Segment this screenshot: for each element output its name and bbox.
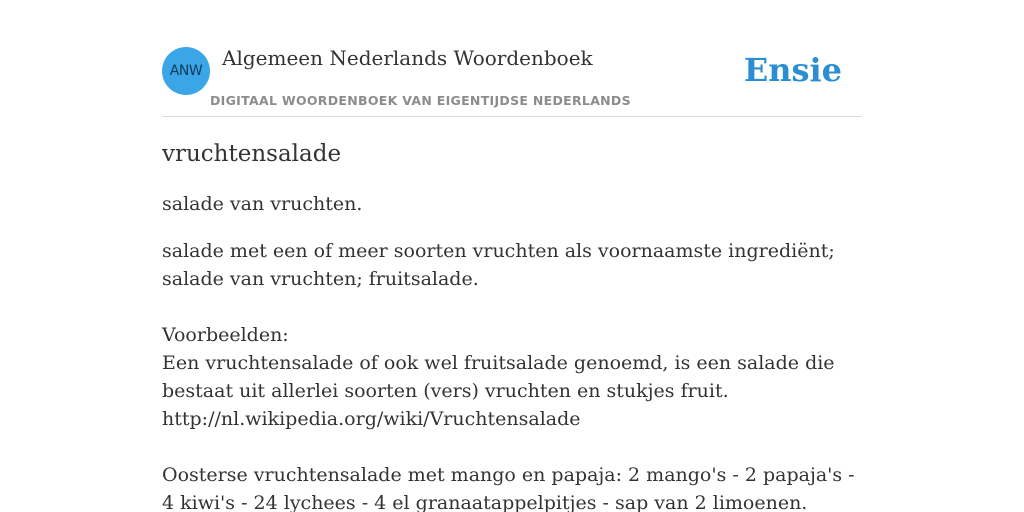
site-title[interactable]: Algemeen Nederlands Woordenboek <box>222 46 593 70</box>
site-subtitle: DIGITAAL WOORDENBOEK VAN EIGENTIJDSE NEDERLANDS <box>210 93 631 108</box>
spacer <box>162 293 862 321</box>
site-header <box>162 0 862 117</box>
example-text: Een vruchtensalade of ook wel fruitsalade genoemd, is een salade die bestaat uit allerlei soorten (vers) vruchten en stukjes fruit. <box>162 352 835 402</box>
long-definition-block <box>162 237 862 512</box>
long-definition: salade met een of meer soorten vruchten als voornaamste ingrediënt; salade van vruchten; fruitsalade. <box>162 240 835 290</box>
entry-content <box>162 136 862 512</box>
example-source-link[interactable]: http://nl.wikipedia.org/wiki/Vruchtensalade <box>162 408 581 430</box>
examples-heading: Voorbeelden: <box>162 324 289 346</box>
ensie-brand-link[interactable]: Ensie <box>743 51 842 89</box>
spacer <box>162 433 862 461</box>
example-text: Oosterse vruchtensalade met mango en papaja: 2 mango's - 2 papaja's - 4 kiwi's - 24 lychees - 4 el granaatappelpitjes - sap van 2 limoenen. <box>162 464 855 512</box>
entry-title: vruchtensalade <box>162 141 342 167</box>
short-definition: salade van vruchten. <box>162 193 363 215</box>
anw-logo[interactable]: ANW <box>162 47 210 95</box>
